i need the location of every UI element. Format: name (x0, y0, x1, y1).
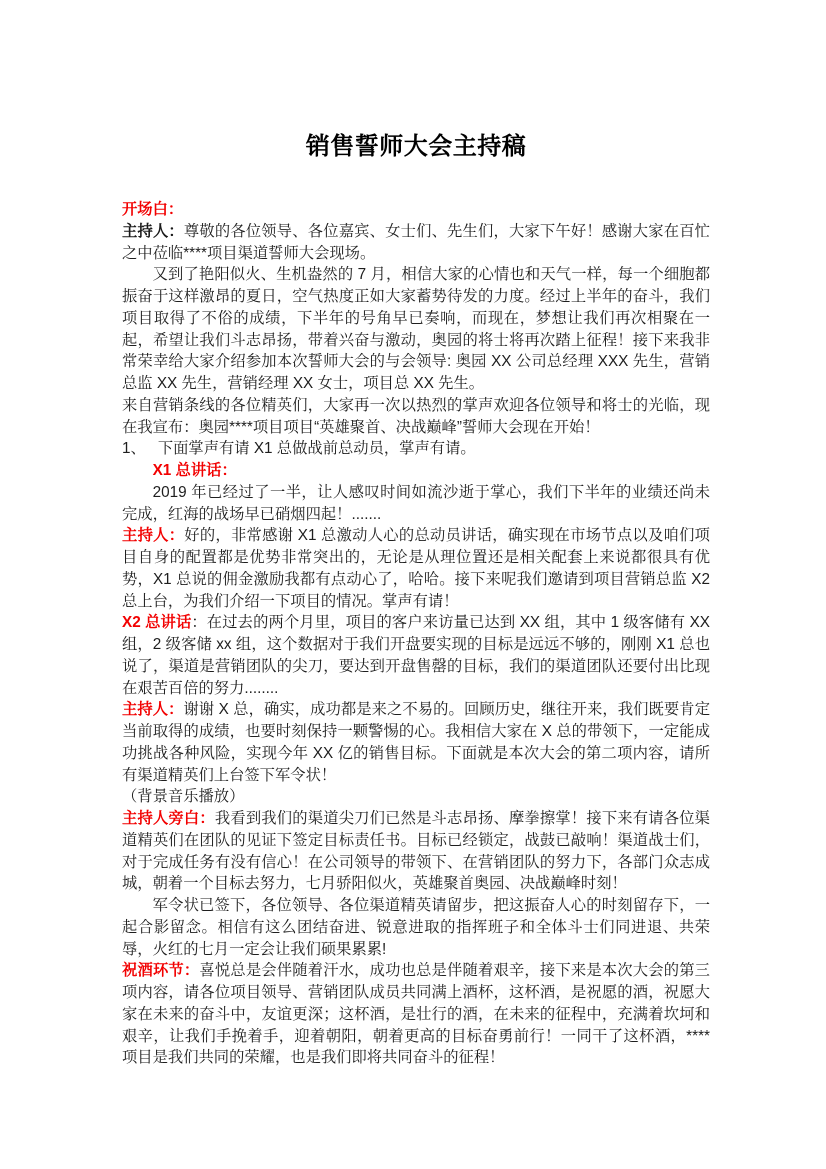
paragraph (122, 264, 710, 395)
speaker-label: 祝酒环节： (122, 962, 200, 980)
paragraph-text: 来自营销条线的各位精英们，大家再一次以热烈的掌声欢迎各位领导和将士的光临，现在我宣布：奥园****项目项目“英雄聚首、决战巅峰”誓师大会现在开始！ (122, 396, 710, 436)
document-body (122, 199, 710, 1069)
paragraph (122, 808, 710, 895)
paragraph (122, 786, 710, 808)
paragraph (122, 482, 710, 526)
paragraph-text: 喜悦总是会伴随着汗水，成功也总是伴随着艰辛，接下来是本次大会的第三项内容，请各位项目领导、营销团队成员共同满上酒杯，这杯酒，是祝愿的酒，祝愿大家在未来的奋斗中，友谊更深；这杯酒，是壮行的酒，在未来的征程中，充满着坎坷和艰辛，让我们手挽着手，迎着朝阳，朝着更高的目标奋勇前行！一同干了这杯酒，****项目是我们共同的荣耀，也是我们即将共同奋斗的征程！ (122, 962, 710, 1067)
speaker-label: X1 总讲话： (152, 462, 237, 479)
speaker-label: 主持人： (122, 222, 184, 240)
paragraph (122, 395, 710, 439)
paragraph (122, 612, 710, 699)
paragraph-text: 尊敬的各位领导、各位嘉宾、女士们、先生们，大家下午好！感谢大家在百忙之中莅临****项目渠道誓师大会现场。 (122, 222, 710, 262)
document-title: 销售誓师大会主持稿 (305, 133, 527, 160)
paragraph (122, 438, 710, 460)
paragraph (122, 895, 710, 960)
paragraph (122, 699, 710, 786)
paragraph (122, 960, 710, 1069)
speaker-label: X2 总讲话 (122, 614, 192, 632)
paragraph (122, 199, 710, 221)
paragraph-text: 好的，非常感谢 X1 总激动人心的总动员讲话，确实现在市场节点以及咱们项目自身的配置都是优势非常突出的，无论是从理位置还是相关配套上来说都很具有优势，X1 总说的佣金激励我都有点动心了，哈哈。接下来呢我们邀请到项目营销总监 X2 总上台，为我们介绍一下项目的情况。掌声有请！ (122, 527, 710, 610)
paragraph-text: 又到了艳阳似火、生机盎然的 7 月，相信大家的心情也和天气一样，每一个细胞都振奋于这样激昂的夏日，空气热度正如大家蓄势待发的力度。经过上半年的奋斗，我们项目取得了不俗的成绩，下半年的号角早已奏响，而现在，梦想让我们再次相聚在一起，希望让我们斗志昂扬，带着兴奋与激动，奥园的将士将再次踏上征程！接下来我非常荣幸给大家介绍参加本次誓师大会的与会领导: 奥园 XX 公司总经理 XXX 先生，营销总监 XX 先生，营销经理 XX 女士，项目总 XX 先生。 (122, 266, 710, 392)
paragraph-text: 2019 年已经过了一半，让人感叹时间如流沙逝于掌心，我们下半年的业绩还尚未完成，红海的战场早已硝烟四起！....... (122, 483, 710, 523)
paragraph (122, 525, 710, 612)
list-number: 1、 (122, 440, 146, 458)
paragraph-text: 我看到我们的渠道尖刀们已然是斗志昂扬、摩拳擦掌！接下来有请各位渠道精英们在团队的见证下签定目标责任书。目标已经锁定，战鼓已敲响！渠道战士们，对于完成任务有没有信心！在公司领导的带领下、在营销团队的努力下，各部门众志成城，朝着一个目标去努力，七月骄阳似火，英雄聚首奥园、决战巅峰时刻！ (122, 810, 710, 893)
paragraph-text: ：在过去的两个月里，项目的客户来访量已达到 XX 组，其中 1 级客储有 XX 组，2 级客储 xx 组，这个数据对于我们开盘要实现的目标是远远不够的，刚刚 X1 总也说了，渠道是营销团队的尖刀，要达到开盘售罄的目标，我们的渠道团队还要付出比现在艰苦百倍的努力........ (122, 614, 710, 697)
speaker-label: 开场白： (122, 201, 184, 218)
paragraph-text: （背景音乐播放） (122, 788, 245, 806)
paragraph-text: 军令状已签下，各位领导、各位渠道精英请留步，把这振奋人心的时刻留存下，一起合影留念。相信有这么团结奋进、锐意进取的指挥班子和全体斗士们同进退、共荣辱，火红的七月一定会让我们硕果累累! (122, 897, 710, 958)
paragraph (122, 460, 710, 482)
paragraph-text: 谢谢 X 总，确实，成功都是来之不易的。回顾历史，继往开来，我们既要肯定当前取得的成绩，也要时刻保持一颗警惕的心。我相信大家在 X 总的带领下，一定能成功挑战各种风险，实现今年 XX 亿的销售目标。下面就是本次大会的第二项内容，请所有渠道精英们上台签下军令状！ (122, 701, 710, 784)
paragraph (122, 221, 710, 265)
speaker-label: 主持人： (122, 527, 185, 545)
speaker-label: 主持人旁白： (122, 810, 215, 827)
speaker-label: 主持人： (122, 701, 184, 719)
paragraph-text: 下面掌声有请 X1 总做战前总动员，掌声有请。 (157, 440, 476, 458)
